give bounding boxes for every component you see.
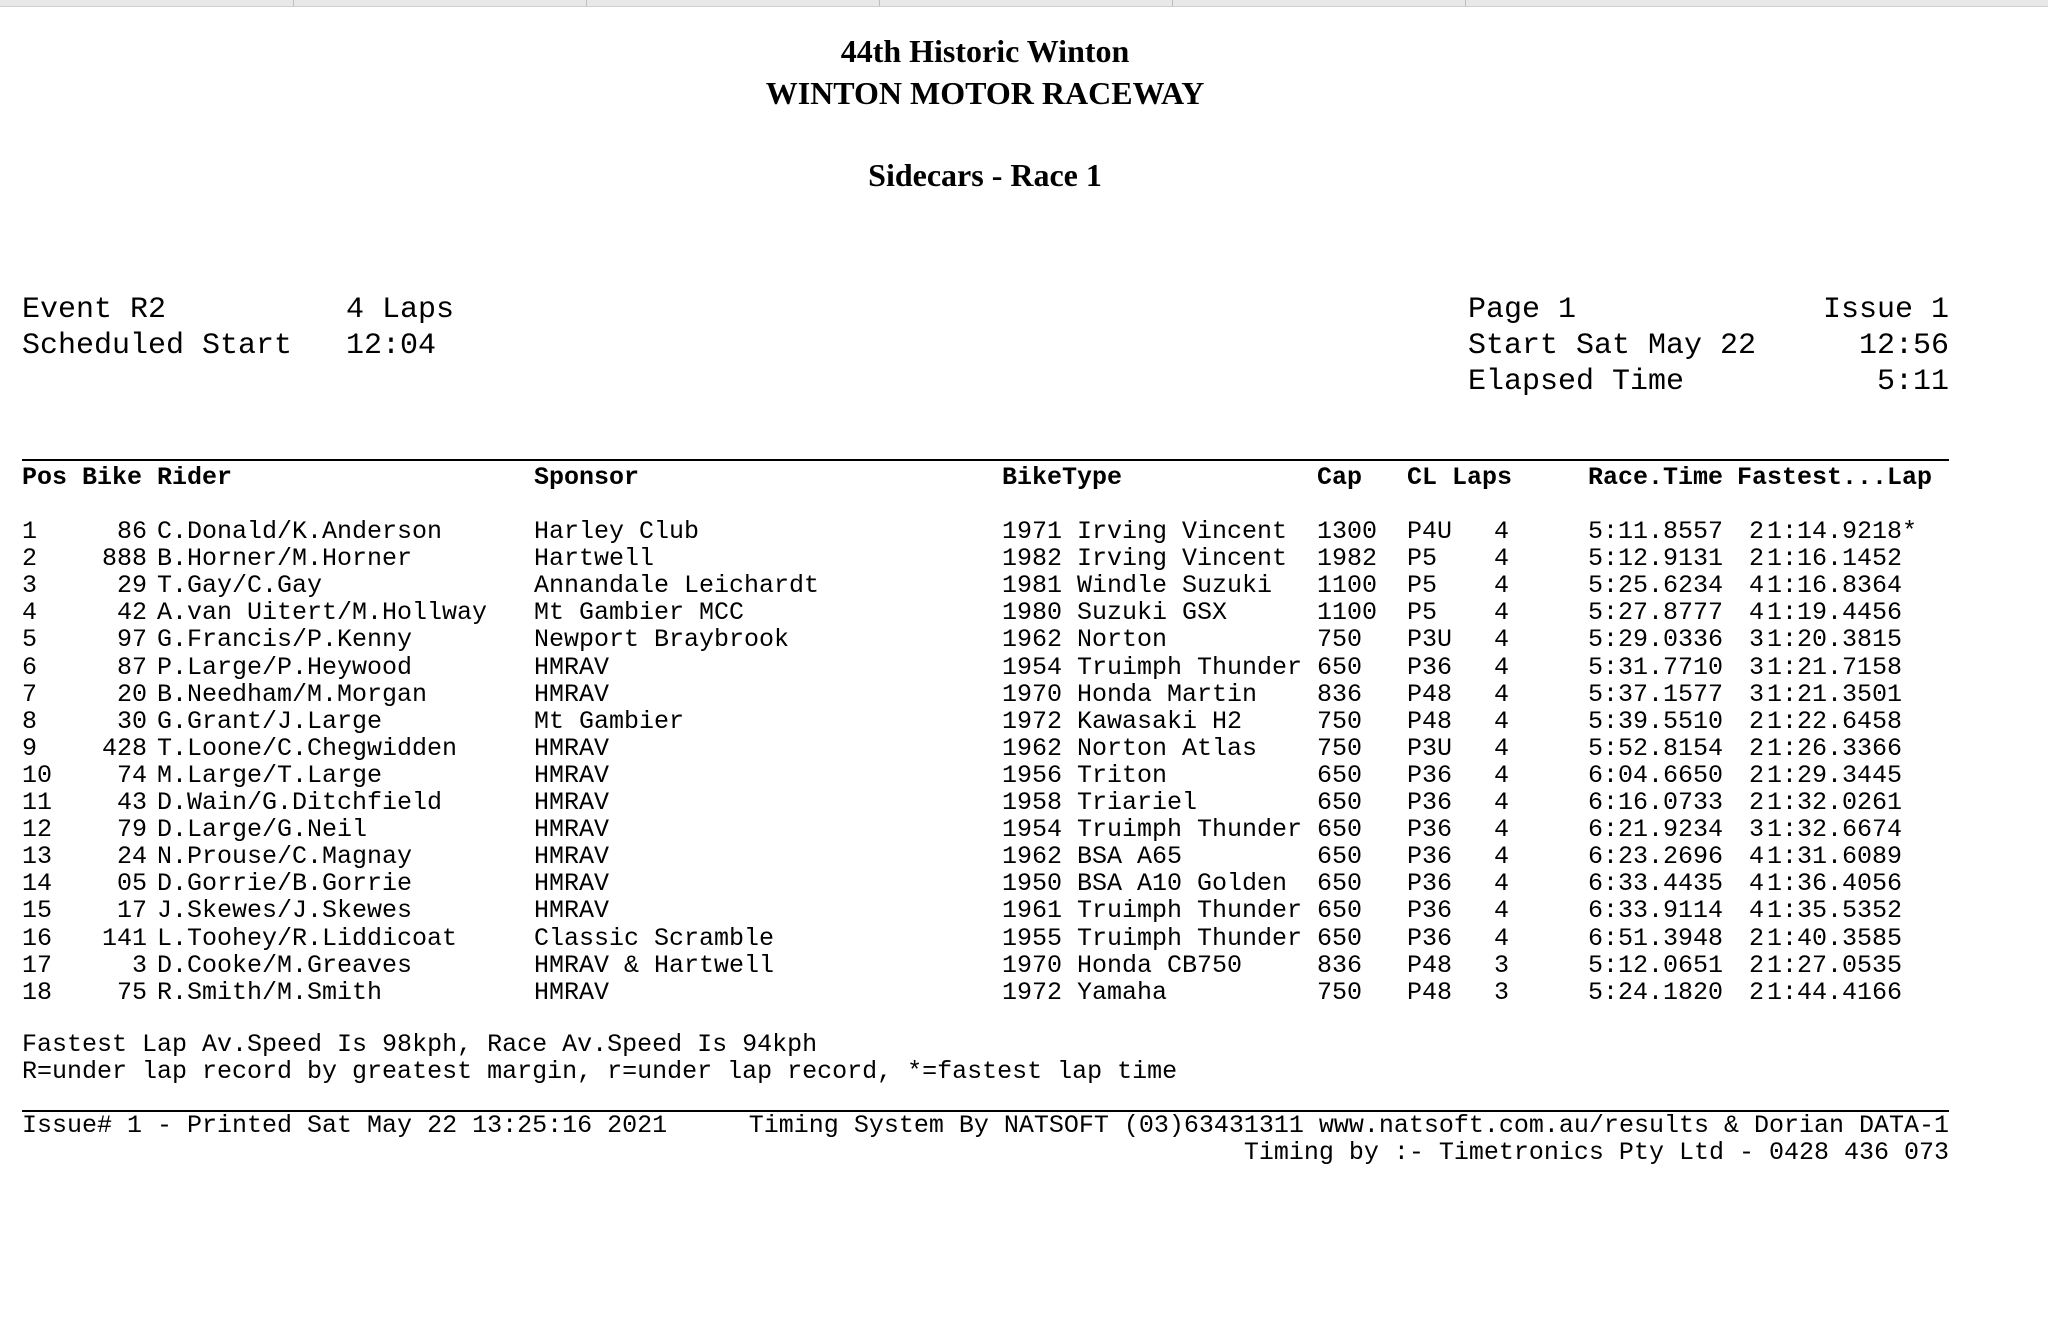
cell-pos: 9 [22,733,38,763]
cell-laps: 4 [1494,571,1510,601]
cell-pos: 18 [22,977,53,1007]
cell-cap: 836 [1317,950,1363,980]
cell-flap: 2 [1748,733,1764,763]
cell-time: 6:16.0733 [1588,788,1724,818]
cell-bike: 3 [131,950,147,980]
cell-cl: P48 [1407,950,1453,980]
col-pos: Pos [22,463,68,492]
col-biketype: BikeType [1002,463,1123,492]
cell-cl: P36 [1407,869,1453,899]
cell-cap: 1982 [1317,544,1378,574]
cell-pos: 2 [22,544,38,574]
table-row [22,760,1903,790]
legend-note: R=under lap record by greatest margin, r=under lap record, *=fastest lap time [22,1057,1178,1086]
cell-laps: 4 [1494,815,1510,845]
cell-bike: 42 [116,598,147,628]
scheduled-label: Scheduled Start [22,329,293,363]
cell-fastest: 1:29.3445 [1767,760,1903,790]
cell-biketype: 1971 Irving Vincent [1002,517,1288,547]
cell-bike: 79 [116,815,147,845]
cell-time: 5:31.7710 [1588,652,1724,682]
cell-bike: 43 [116,788,147,818]
table-row [22,598,1903,628]
table-row [22,733,1903,763]
cell-cap: 1100 [1317,598,1378,628]
page-number: Page 1 [1468,293,1577,327]
cell-laps: 4 [1494,760,1510,790]
cell-time: 6:04.6650 [1588,760,1724,790]
cell-bike: 86 [116,517,147,547]
cell-sponsor: Classic Scramble [534,923,775,953]
cell-pos: 7 [22,679,38,709]
cell-cap: 650 [1317,788,1363,818]
cell-cap: 650 [1317,896,1363,926]
elapsed-label: Elapsed Time [1468,365,1685,399]
table-top-rule [22,459,1949,461]
cell-cap: 1300 [1317,517,1378,547]
table-row [22,815,1903,845]
cell-rider: N.Prouse/C.Magnay [157,842,413,872]
event-title: 44th Historic Winton [840,33,1130,69]
cell-biketype: 1980 Suzuki GSX [1002,598,1228,628]
cell-fastest: 1:27.0535 [1767,950,1903,980]
cell-laps: 4 [1494,896,1510,926]
cell-fastest: 1:22.6458 [1767,706,1903,736]
col-sponsor: Sponsor [534,463,640,492]
cell-cl: P5 [1407,544,1438,574]
cell-rider: A.van Uitert/M.Hollway [157,598,488,628]
cell-sponsor: Annandale Leichardt [534,571,820,601]
table-row [22,544,1903,574]
cell-fastest: 1:40.3585 [1767,923,1903,953]
cell-pos: 13 [22,842,53,872]
cell-flap: 4 [1748,869,1764,899]
cell-bike: 17 [116,896,147,926]
cell-cap: 1100 [1317,571,1378,601]
cell-time: 5:37.1577 [1588,679,1724,709]
table-row [22,788,1903,818]
cell-time: 6:23.2696 [1588,842,1724,872]
cell-sponsor: HMRAV [534,977,610,1007]
cell-fastest: 1:44.4166 [1767,977,1903,1007]
cell-time: 5:39.5510 [1588,706,1724,736]
cell-bike: 24 [116,842,147,872]
cell-sponsor: HMRAV [534,652,610,682]
cell-pos: 4 [22,598,38,628]
cell-time: 5:25.6234 [1588,571,1724,601]
cell-bike: 74 [116,760,147,790]
cell-cap: 650 [1317,842,1363,872]
cell-time: 6:33.9114 [1588,896,1724,926]
cell-sponsor: Harley Club [534,517,700,547]
cell-biketype: 1956 Triton [1002,760,1168,790]
cell-biketype: 1954 Truimph Thunder [1002,652,1303,682]
cell-pos: 6 [22,652,38,682]
cell-rider: B.Horner/M.Horner [157,544,413,574]
cell-fastest: 1:26.3366 [1767,733,1903,763]
cell-rider: B.Needham/M.Morgan [157,679,428,709]
race-title: Sidecars - Race 1 [868,157,1102,193]
cell-flap: 2 [1748,544,1764,574]
cell-rider: G.Francis/P.Kenny [157,625,413,655]
cell-cap: 750 [1317,977,1363,1007]
cell-rider: T.Gay/C.Gay [157,571,323,601]
cell-pos: 17 [22,950,53,980]
table-row [22,679,1903,709]
timing-system-note: Timing System By NATSOFT (03)63431311 www.natsoft.com.au/results & Dorian DATA-1 [748,1111,1949,1140]
cell-laps: 4 [1494,544,1510,574]
cell-bike: 428 [101,733,147,763]
cell-cl: P3U [1407,733,1453,763]
venue-title: WINTON MOTOR RACEWAY [765,75,1205,111]
cell-bike: 141 [101,923,147,953]
laps-label: 4 Laps [346,293,455,327]
table-row [22,950,1903,980]
cell-cl: P36 [1407,652,1453,682]
table-row [22,869,1903,899]
cell-flap: 3 [1748,815,1764,845]
cell-flap: 2 [1748,517,1764,547]
col-fastest: Fastest...Lap [1737,463,1933,492]
cell-bike: 29 [116,571,147,601]
cell-flap: 4 [1748,842,1764,872]
cell-rider: G.Grant/J.Large [157,706,383,736]
cell-pos: 16 [22,923,53,953]
cell-cl: P48 [1407,679,1453,709]
printed-note: Issue# 1 - Printed Sat May 22 13:25:16 2021 [22,1111,668,1140]
cell-laps: 4 [1494,517,1510,547]
cell-biketype: 1962 Norton [1002,625,1168,655]
col-racetime: Race.Time [1588,463,1724,492]
cell-bike: 75 [116,977,147,1007]
cell-laps: 3 [1494,950,1510,980]
cell-flap: 3 [1748,625,1764,655]
cell-fastest: 1:32.0261 [1767,788,1903,818]
col-cap: Cap [1317,463,1363,492]
cell-sponsor: HMRAV [534,679,610,709]
cell-rider: D.Large/G.Neil [157,815,368,845]
cell-time: 5:12.9131 [1588,544,1724,574]
cell-laps: 4 [1494,842,1510,872]
cell-cl: P36 [1407,815,1453,845]
cell-rider: T.Loone/C.Chegwidden [157,733,458,763]
cell-fastest: 1:21.3501 [1767,679,1903,709]
browser-tab-strip [0,0,2048,7]
cell-cl: P5 [1407,598,1438,628]
col-rider: Rider [157,463,233,492]
cell-cl: P36 [1407,896,1453,926]
cell-flap: 2 [1748,788,1764,818]
cell-rider: L.Toohey/R.Liddicoat [157,923,458,953]
cell-flap: 3 [1748,679,1764,709]
cell-flap: 3 [1748,652,1764,682]
cell-sponsor: HMRAV [534,896,610,926]
cell-fastest: 1:20.3815 [1767,625,1903,655]
cell-cap: 836 [1317,679,1363,709]
cell-cap: 750 [1317,625,1363,655]
cell-cl: P48 [1407,706,1453,736]
cell-sponsor: Mt Gambier [534,706,685,736]
cell-laps: 4 [1494,923,1510,953]
cell-laps: 4 [1494,706,1510,736]
table-header-row [22,463,1933,492]
cell-bike: 97 [116,625,147,655]
cell-biketype: 1958 Triariel [1002,788,1198,818]
cell-cl: P5 [1407,571,1438,601]
cell-rider: R.Smith/M.Smith [157,977,383,1007]
cell-cl: P36 [1407,923,1453,953]
cell-laps: 4 [1494,598,1510,628]
cell-bike: 30 [116,706,147,736]
cell-sponsor: HMRAV [534,815,610,845]
table-row [22,517,1918,547]
issue-number: Issue 1 [1822,293,1949,327]
cell-time: 5:24.1820 [1588,977,1724,1007]
cell-cl: P36 [1407,788,1453,818]
cell-cap: 650 [1317,760,1363,790]
cell-rider: D.Gorrie/B.Gorrie [157,869,413,899]
cell-biketype: 1982 Irving Vincent [1002,544,1288,574]
cell-cl: P48 [1407,977,1453,1007]
start-label: Start Sat May 22 [1468,329,1757,363]
elapsed-time: 5:11 [1876,365,1949,399]
cell-biketype: 1972 Kawasaki H2 [1002,706,1243,736]
cell-pos: 8 [22,706,38,736]
cell-sponsor: HMRAV [534,842,610,872]
cell-cap: 650 [1317,923,1363,953]
cell-cap: 650 [1317,652,1363,682]
table-row [22,652,1903,682]
cell-cap: 650 [1317,869,1363,899]
speed-note: Fastest Lap Av.Speed Is 98kph, Race Av.Speed Is 94kph [22,1030,818,1059]
cell-laps: 3 [1494,977,1510,1007]
cell-biketype: 1970 Honda Martin [1002,679,1258,709]
cell-time: 5:29.0336 [1588,625,1724,655]
cell-flap: 4 [1748,598,1764,628]
cell-time: 5:52.8154 [1588,733,1724,763]
cell-cl: P36 [1407,842,1453,872]
table-row [22,625,1903,655]
cell-fastest: 1:19.4456 [1767,598,1903,628]
table-row [22,706,1903,736]
col-bike: Bike [82,463,143,492]
cell-fastest: 1:14.9218* [1767,517,1918,547]
cell-flap: 2 [1748,760,1764,790]
cell-sponsor: Hartwell [534,544,655,574]
cell-pos: 1 [22,517,38,547]
table-row [22,977,1903,1007]
event-label: Event R2 [22,293,167,327]
cell-flap: 4 [1748,896,1764,926]
cell-time: 6:51.3948 [1588,923,1724,953]
table-row [22,923,1903,953]
results-table [22,458,1933,1007]
cell-biketype: 1962 BSA A65 [1002,842,1183,872]
cell-rider: M.Large/T.Large [157,760,383,790]
start-time: 12:56 [1858,329,1949,363]
cell-biketype: 1961 Truimph Thunder [1002,896,1303,926]
cell-sponsor: Newport Braybrook [534,625,790,655]
col-laps: Laps [1452,463,1513,492]
cell-sponsor: HMRAV [534,760,610,790]
cell-fastest: 1:16.8364 [1767,571,1903,601]
cell-flap: 4 [1748,571,1764,601]
cell-sponsor: HMRAV [534,869,610,899]
cell-fastest: 1:35.5352 [1767,896,1903,926]
cell-cl: P3U [1407,625,1453,655]
cell-laps: 4 [1494,625,1510,655]
cell-biketype: 1970 Honda CB750 [1002,950,1243,980]
cell-laps: 4 [1494,679,1510,709]
cell-fastest: 1:32.6674 [1767,815,1903,845]
cell-pos: 11 [22,788,53,818]
cell-pos: 14 [22,869,53,899]
cell-laps: 4 [1494,733,1510,763]
table-row [22,842,1903,872]
cell-biketype: 1981 Windle Suzuki [1002,571,1273,601]
cell-pos: 15 [22,896,53,926]
cell-rider: D.Wain/G.Ditchfield [157,788,443,818]
cell-laps: 4 [1494,652,1510,682]
cell-laps: 4 [1494,869,1510,899]
table-row [22,896,1903,926]
cell-time: 5:12.0651 [1588,950,1724,980]
cell-fastest: 1:21.7158 [1767,652,1903,682]
cell-flap: 2 [1748,706,1764,736]
cell-cap: 650 [1317,815,1363,845]
cell-biketype: 1962 Norton Atlas [1002,733,1258,763]
cell-fastest: 1:36.4056 [1767,869,1903,899]
cell-bike: 05 [116,869,147,899]
cell-rider: C.Donald/K.Anderson [157,517,443,547]
cell-rider: P.Large/P.Heywood [157,652,413,682]
cell-time: 5:27.8777 [1588,598,1724,628]
cell-bike: 20 [116,679,147,709]
cell-sponsor: Mt Gambier MCC [534,598,745,628]
cell-laps: 4 [1494,788,1510,818]
cell-time: 5:11.8557 [1588,517,1724,547]
cell-biketype: 1972 Yamaha [1002,977,1168,1007]
cell-fastest: 1:16.1452 [1767,544,1903,574]
cell-cap: 750 [1317,733,1363,763]
cell-time: 6:33.4435 [1588,869,1724,899]
table-row [22,571,1903,601]
cell-biketype: 1950 BSA A10 Golden [1002,869,1288,899]
cell-sponsor: HMRAV & Hartwell [534,950,775,980]
cell-pos: 10 [22,760,53,790]
cell-flap: 2 [1748,950,1764,980]
results-rows [22,517,1918,1007]
cell-cl: P36 [1407,760,1453,790]
cell-fastest: 1:31.6089 [1767,842,1903,872]
cell-biketype: 1954 Truimph Thunder [1002,815,1303,845]
cell-cl: P4U [1407,517,1453,547]
cell-pos: 5 [22,625,38,655]
cell-sponsor: HMRAV [534,788,610,818]
cell-pos: 12 [22,815,53,845]
cell-pos: 3 [22,571,38,601]
cell-rider: J.Skewes/J.Skewes [157,896,413,926]
cell-flap: 2 [1748,977,1764,1007]
cell-bike: 87 [116,652,147,682]
cell-sponsor: HMRAV [534,733,610,763]
col-cl: CL [1407,463,1438,492]
cell-rider: D.Cooke/M.Greaves [157,950,413,980]
cell-flap: 2 [1748,923,1764,953]
cell-cap: 750 [1317,706,1363,736]
timing-by-note: Timing by :- Timetronics Pty Ltd - 0428 436 073 [1243,1138,1949,1167]
cell-biketype: 1955 Truimph Thunder [1002,923,1303,953]
cell-bike: 888 [101,544,147,574]
cell-time: 6:21.9234 [1588,815,1724,845]
scheduled-time: 12:04 [346,329,437,363]
